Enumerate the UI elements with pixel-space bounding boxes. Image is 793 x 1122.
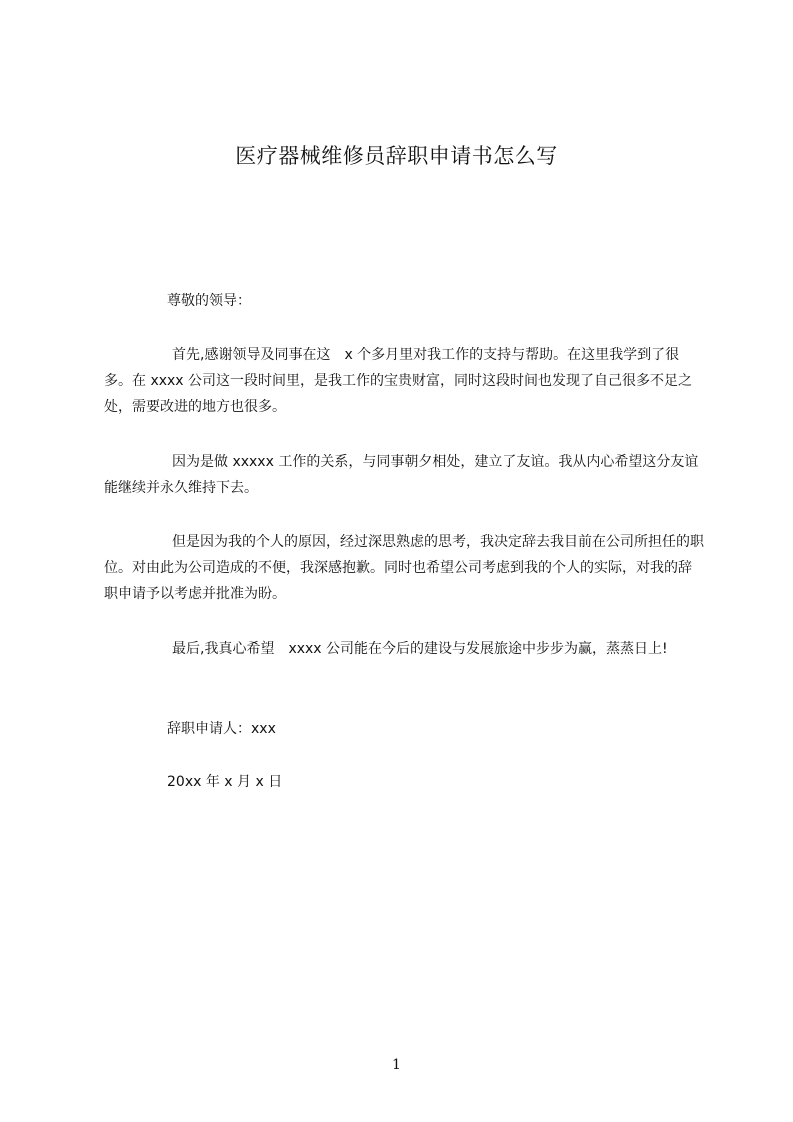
paragraph-friendship: 因为是做 xxxxx 工作的关系，与同事朝夕相处，建立了友谊。我从内心希望这分友谊能继续并永久维持下去。 [104,454,699,496]
signer-line: 辞职申请人：xxx [167,721,276,737]
page-number: 1 [392,1057,401,1073]
salutation: 尊敬的领导： [167,293,251,309]
paragraph-thanks: 首先,感谢领导及同事在这 x 个多月里对我工作的支持与帮助。在这里我学到了很多。在 xxxx 公司这一段时间里，是我工作的宝贵财富，同时这段时间也发现了自己很多不足之处，需要改进的地方也很多。 [104,347,693,415]
document-title: 医疗器械维修员辞职申请书怎么写 [235,144,558,168]
paragraph-closing-wishes: 最后,我真心希望 xxxx 公司能在今后的建设与发展旅途中步步为赢，蒸蒸日上! [172,641,668,657]
paragraph-resignation-reason: 但是因为我的个人的原因，经过深思熟虑的思考，我决定辞去我目前在公司所担任的职位。对由此为公司造成的不便，我深感抱歉。同时也希望公司考虑到我的个人的实际，对我的辞职申请予以考虑并批准为盼。 [104,534,704,602]
date-line: 20xx 年 x 月 x 日 [167,774,283,790]
